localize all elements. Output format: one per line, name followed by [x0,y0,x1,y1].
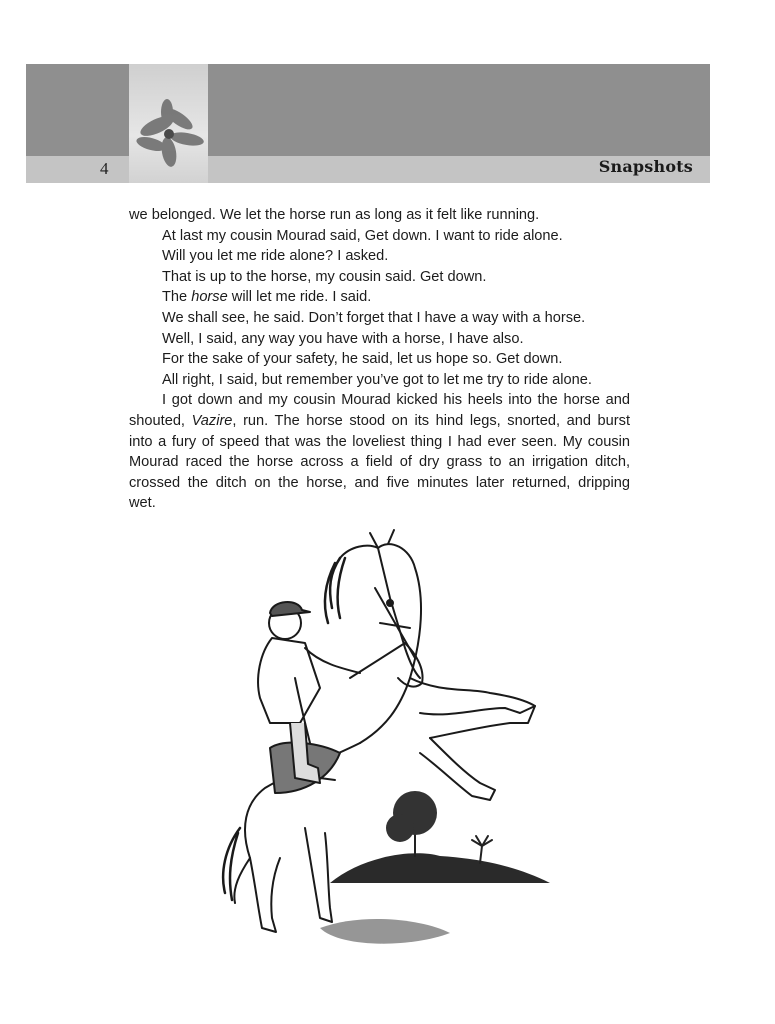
text-line: Well, I said, any way you have with a horse, I have also. [162,330,524,347]
flower-icon [129,64,208,183]
text-line: Mourad raced the horse across a field of dry grass to an irrigation ditch, [129,454,630,471]
text-line: We shall see, he said. Don’t forget that I have a way with a horse. [162,309,586,326]
emphasis: horse [191,289,228,306]
text-line: Will you let me ride alone? I asked. [162,248,389,265]
text-line: All right, I said, but remember you’ve got to let me try to ride alone. [162,371,592,388]
text-fragment: shouted, [129,412,192,429]
flower-photo [129,64,208,183]
text-fragment: , run. The horse stood on its hind legs, snorted, and burst [232,412,630,429]
text-line: wet. [129,495,156,512]
text-line: I got down and my cousin Mourad kicked his heels into the horse and [162,392,630,409]
page-number: 4 [100,159,109,178]
text-line: For the sake of your safety, he said, let us hope so. Get down. [162,351,563,368]
text-line: into a fury of speed that was the loveliest thing I had ever seen. My cousin [129,433,630,450]
text-line: At last my cousin Mourad said, Get down. I want to ride alone. [162,227,563,244]
text-line [129,411,630,432]
running-title: Snapshots [598,157,693,176]
body-text [129,205,630,514]
text-line: crossed the ditch on the horse, and five minutes later returned, dripping [129,474,630,491]
text-fragment: will let me ride. I said. [227,289,372,306]
horse-rider-illustration [210,528,570,968]
text-line: we belonged. We let the horse run as long as it felt like running. [129,207,540,223]
horse-rider-icon [210,528,570,968]
text-line: That is up to the horse, my cousin said. Get down. [162,268,487,285]
emphasis: Vazire [191,412,233,429]
text-line [129,287,630,308]
text-fragment: The [162,289,192,306]
